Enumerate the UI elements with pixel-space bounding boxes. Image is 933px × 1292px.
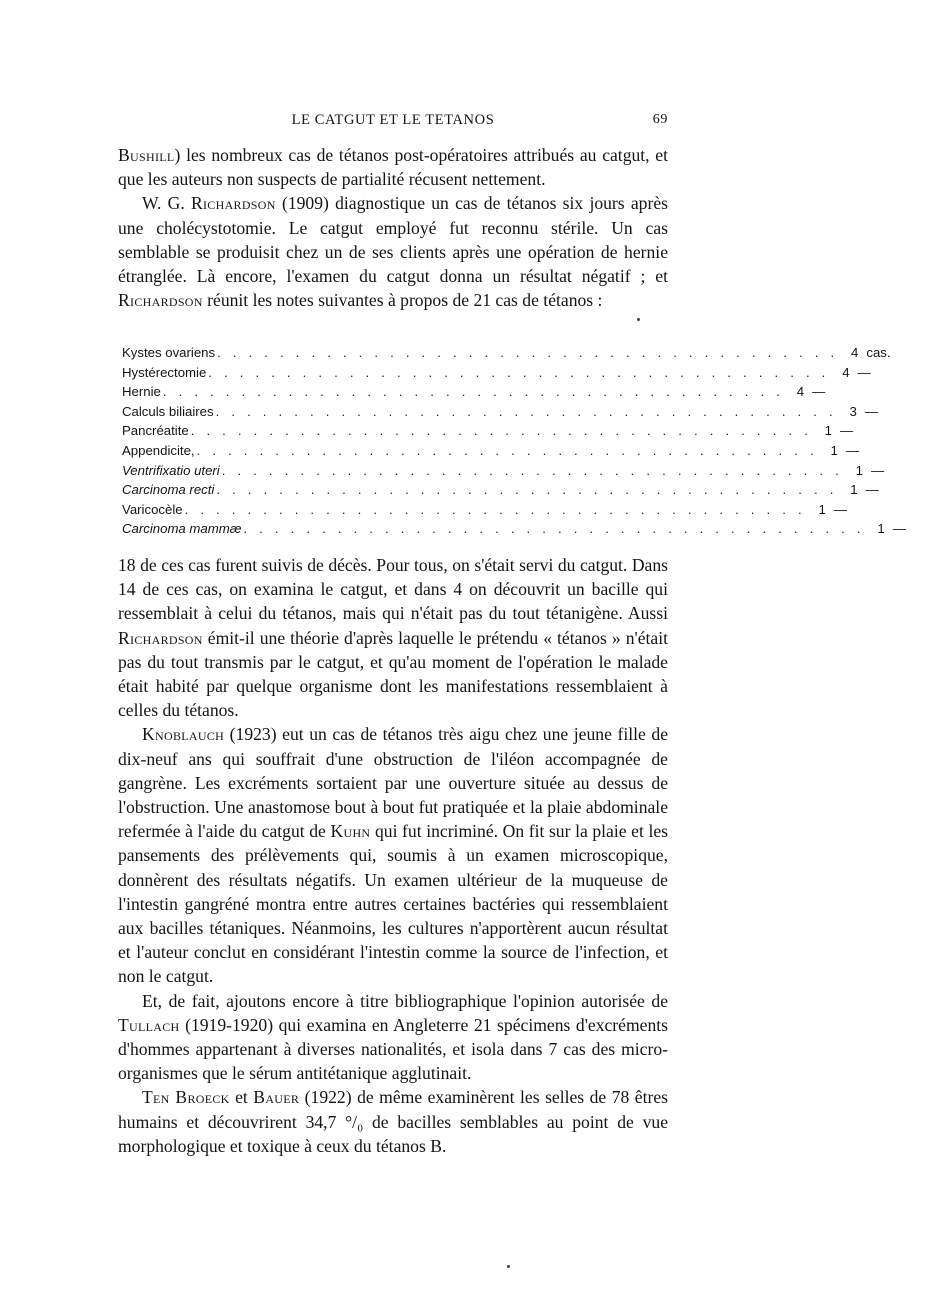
paragraph-bushill xyxy=(118,143,668,191)
leader-dots: . . . . . . . . . . . . . . . . . . . . . . . . . . . . . . . . . . . . . . . . xyxy=(221,462,843,478)
case-count: 3 xyxy=(849,403,857,419)
case-count: 4 xyxy=(851,345,859,360)
leader-dots: . . . . . . . . . . . . . . . . . . . . . . . . . . . . . . . . . . . . . . . . xyxy=(196,442,818,458)
case-count: 4 xyxy=(796,384,805,400)
paragraph-text: et xyxy=(229,1087,254,1108)
case-unit: — xyxy=(865,482,879,498)
body-text-top xyxy=(118,143,668,312)
case-count: 1 xyxy=(850,482,858,498)
case-row xyxy=(122,461,885,481)
print-speck xyxy=(507,1265,510,1268)
case-unit: — xyxy=(833,501,848,517)
body-text-bottom xyxy=(118,553,668,1158)
case-name: Varicocèle xyxy=(122,501,183,517)
case-row xyxy=(122,382,826,402)
case-unit: — xyxy=(892,521,906,537)
leader-dots: . . . . . . . . . . . . . . . . . . . . . . . . . . . . . . . . . . . . . . . . xyxy=(162,384,785,400)
leader-dots: . . . . . . . . . . . . . . . . . . . . . . . . . . . . . . . . . . . . . . . . xyxy=(215,403,837,419)
author-name: Knoblauch xyxy=(142,724,225,745)
leader-dots: . . . . . . . . . . . . . . . . . . . . . . . . . . . . . . . . . . . . . . . . xyxy=(217,345,839,360)
case-count: 4 xyxy=(842,364,850,380)
paragraph-text: ) les nombreux cas de tétanos post-opératoires attribués au catgut, et que les auteurs non suspects de partialité récusent nettement. xyxy=(118,145,668,190)
author-name: Richardson xyxy=(118,627,203,648)
running-title: LE CATGUT ET LE TETANOS xyxy=(291,112,495,128)
case-row xyxy=(122,441,860,461)
leader-dots: . . . . . . . . . . . . . . . . . . . . . . . . . . . . . . . . . . . . . . . . xyxy=(243,521,865,537)
case-name: Carcinoma recti xyxy=(122,482,215,498)
paragraph-text: émit-il une théorie d'après laquelle le prétendu « tétanos » n'était pas du tout transmis par le catgut, et qu'au moment de l'opération le malade était habité par quelque organisme dont les manifestations ressemblaient à celles du tétanos. xyxy=(118,627,668,721)
case-row xyxy=(122,402,879,422)
leader-dots: . . . . . . . . . . . . . . . . . . . . . . . . . . . . . . . . . . . . . . . . xyxy=(208,364,830,380)
case-row xyxy=(122,480,879,500)
leader-dots: . . . . . . . . . . . . . . . . . . . . . . . . . . . . . . . . . . . . . . . . xyxy=(190,423,812,439)
paragraph-text: (1923) eut un cas de tétanos très aigu chez une jeune fille de dix-neuf ans qui souffrait d'une obstruction de l'iléon accompagnée de gangrène. Les excréments sortaient par une ouverture située au dessus de l'obstruction. Une anastomose bout à bout fut pratiquée et la plaie abdominale refermée à l'aide du catgut de xyxy=(118,724,668,842)
case-unit: — xyxy=(845,442,860,458)
case-name: Hystérectomie xyxy=(122,364,207,380)
case-name: Appendicite, xyxy=(122,442,195,458)
case-unit: — xyxy=(812,384,826,400)
case-count: 1 xyxy=(855,462,863,478)
paragraph-text: qui fut incriminé. On fit sur la plaie et les pansements des prélèvements qui, soumis à un examen microscopique, donnèrent des résultats négatifs. Un examen ultérieur de la muqueuse de l'intestin gangréné montra entre autres certaines bactéries qui ressemblaient aux bacilles tétaniques. Néanmoins, les cultures n'apportèrent aucun résultat et l'auteur conclut en considérant l'intestin comme la source de l'infection, et non le catgut. xyxy=(118,821,668,987)
case-count: 1 xyxy=(830,442,838,458)
paragraph-richardson xyxy=(118,191,668,312)
paragraph-text: Et, de fait, ajoutons encore à titre bibliographique l'opinion autorisée de xyxy=(142,990,668,1011)
case-row xyxy=(122,363,871,383)
case-name: Kystes ovariens xyxy=(122,345,216,360)
case-unit: — xyxy=(857,364,871,380)
case-count: 1 xyxy=(877,521,885,537)
author-name: Bushill xyxy=(118,145,175,165)
paragraph-text: W. G. xyxy=(142,193,191,214)
author-name: Kuhn xyxy=(330,821,371,842)
paragraph-tullach xyxy=(118,989,668,1086)
paragraph-text: (1909) diagnostique un cas de tétanos six jours après une cholécystotomie. Le catgut employé fut reconnu stérile. Un cas semblable se produisit chez un de ses clients après une opération de hernie étranglée. Là encore, l'examen du catgut donna un résultat négatif ; et xyxy=(118,193,668,287)
case-name: Carcinoma mammæ xyxy=(122,521,242,537)
case-unit: cas. xyxy=(866,345,891,360)
case-name: Calculs biliaires xyxy=(122,403,214,419)
case-unit: — xyxy=(870,462,885,478)
case-count: 1 xyxy=(824,423,832,439)
case-name: Pancréatite xyxy=(122,423,189,439)
page-number: 69 xyxy=(652,112,668,127)
case-name: Ventrifixatio uteri xyxy=(122,462,220,478)
running-header xyxy=(118,112,668,132)
leader-dots: . . . . . . . . . . . . . . . . . . . . . . . . . . . . . . . . . . . . . . . . xyxy=(184,501,806,517)
paragraph-knoblauch xyxy=(118,722,668,988)
case-row xyxy=(122,500,848,520)
case-unit: — xyxy=(839,423,854,439)
leader-dots: . . . . . . . . . . . . . . . . . . . . . . . . . . . . . . . . . . . . . . . . xyxy=(216,482,838,498)
author-name: Bauer xyxy=(253,1087,300,1108)
case-count: 1 xyxy=(818,501,826,517)
author-name: Richardson xyxy=(190,193,276,214)
case-list xyxy=(122,343,906,539)
paragraph-text: réunit les notes suivantes à propos de 21 cas de tétanos : xyxy=(202,290,603,311)
print-speck xyxy=(637,318,640,321)
paragraph-text: 18 de ces cas furent suivis de décès. Pour tous, on s'était servi du catgut. Dans 14 de ces cas, on examina le catgut, et dans 4 on découvrit un bacille qui ressemblait à celui du tétanos, mais qui n'était pas du tout tétanigène. Aussi xyxy=(118,555,668,624)
author-name: Richardson xyxy=(118,290,203,311)
case-row xyxy=(122,343,891,363)
case-unit: — xyxy=(864,403,879,419)
paragraph-text: (1919-1920) qui examina en Angleterre 21 spécimens d'excréments d'hommes appartenant à diverses nationalités, et isola dans 7 cas des micro-organismes que le sérum antitétanique agglutinait. xyxy=(118,1014,668,1084)
author-name: Ten Broeck xyxy=(142,1087,230,1108)
paragraph-deaths xyxy=(118,553,668,722)
case-name: Hernie xyxy=(122,384,161,400)
author-name: Tullach xyxy=(118,1014,180,1035)
paragraph-text: (1922) de même examinèrent les selles de 78 êtres humains et découvrirent 34,7 °/₀ de bacilles semblables au point de vue morphologique et toxique à ceux du tétanos B. xyxy=(118,1087,669,1156)
case-row xyxy=(122,421,854,441)
case-row xyxy=(122,519,906,539)
paragraph-ten-broeck xyxy=(118,1085,668,1158)
